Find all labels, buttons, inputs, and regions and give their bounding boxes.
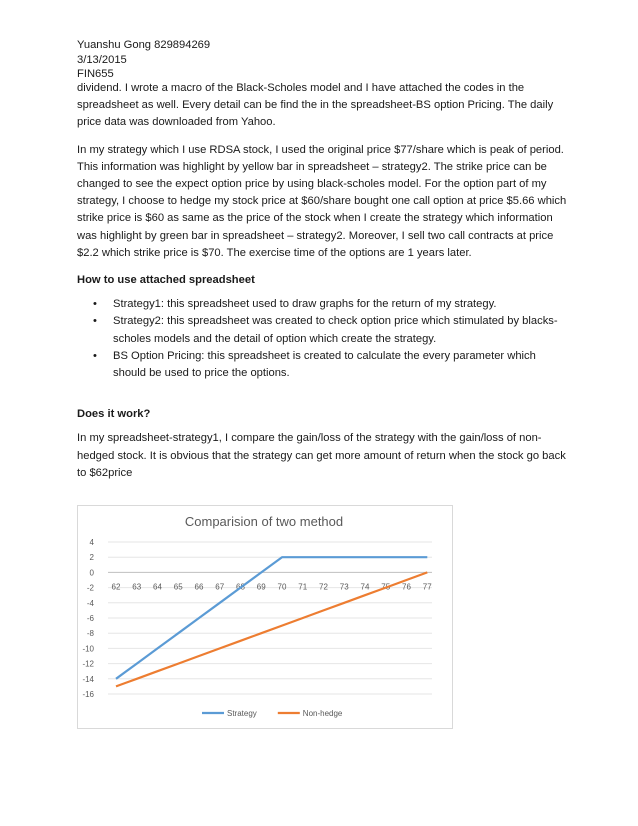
- y-tick-label: 2: [89, 553, 94, 563]
- bullet-bs-option-pricing: • BS Option Pricing: this spreadsheet is created to calculate the every parameter which should be used to price the options.: [77, 348, 567, 382]
- x-tick-label: 68: [236, 582, 245, 592]
- x-tick-label: 75: [381, 582, 391, 592]
- series-line-non-hedge: [116, 572, 427, 686]
- paragraph-does-it-work: In my spreadsheet-strategy1, I compare the gain/loss of the strategy with the gain/loss of non-hedged stock. It is obvious that the strategy can get more amount of return when the stock go back to $62price: [77, 432, 566, 479]
- course-code: FIN655: [77, 68, 114, 81]
- legend-label: Non-hedge: [302, 709, 343, 718]
- chart-legend: [202, 709, 343, 718]
- x-tick-label: 77: [422, 582, 432, 592]
- comparison-chart: [77, 505, 453, 729]
- spreadsheet-bullet-list: [77, 296, 567, 382]
- x-tick-label: 73: [339, 582, 349, 592]
- x-tick-label: 69: [256, 582, 266, 592]
- chart-canvas: [78, 506, 452, 728]
- bullet-strategy1: • Strategy1: this spreadsheet used to draw graphs for the return of my strategy.: [77, 296, 567, 313]
- x-tick-label: 65: [173, 582, 183, 592]
- author-name-id: Yuanshu Gong 829894269: [77, 39, 211, 51]
- legend-item-non-hedge: [278, 709, 343, 718]
- legend-label: Strategy: [227, 709, 257, 718]
- heading-does-it-work: Does it work?: [77, 408, 151, 421]
- y-tick-label: -6: [86, 614, 94, 623]
- legend-item-strategy: [202, 709, 257, 718]
- y-tick-label: -12: [82, 659, 94, 669]
- x-tick-label: 72: [319, 582, 328, 592]
- x-tick-label: 62: [111, 582, 121, 592]
- x-tick-label: 70: [277, 582, 287, 592]
- y-tick-label: -2: [86, 583, 94, 593]
- chart-title: Comparision of two method: [184, 514, 344, 529]
- bullet-strategy2: • Strategy2: this spreadsheet was created to check option price which stimulated by blacks-scholes models and the detail of option which create the strategy.: [77, 313, 567, 347]
- x-tick-label: 71: [298, 582, 308, 592]
- heading-how-to-use: How to use attached spreadsheet: [77, 274, 255, 287]
- y-tick-label: -8: [86, 629, 94, 639]
- y-tick-label: 0: [89, 568, 94, 578]
- y-tick-label: -10: [82, 644, 94, 654]
- paragraph-strategy: In my strategy which I use RDSA stock, I used the original price $77/share which is peak of period. This information was highlight by yellow bar in spreadsheet – strategy2. The strike price can be changed to see the expect option price by using black-scholes model. For the option part of my strategy, I choose to hedge my stock price at $60/share bought one call option at price $5.66 which strike price is $60 as same as the price of the stock when I create the strategy which information was highlight by green bar in spreadsheet – strategy2. Moreover, I sell two call contracts at price $2.2 which strike price is $70. The exercise time of the options are 1 years later.: [77, 143, 567, 259]
- document-date: 3/13/2015: [77, 53, 127, 66]
- x-tick-label: 76: [402, 582, 411, 592]
- x-tick-label: 67: [215, 582, 225, 592]
- document-header: [77, 38, 210, 82]
- x-tick-label: 64: [153, 582, 162, 592]
- y-tick-label: -16: [82, 690, 94, 699]
- y-tick-label: -14: [82, 674, 94, 684]
- chart-x-axis: [112, 582, 433, 591]
- y-tick-label: 4: [89, 538, 94, 547]
- chart-series: [116, 557, 427, 686]
- y-tick-label: -4: [86, 598, 94, 608]
- chart-y-axis: [82, 538, 94, 699]
- x-tick-label: 63: [132, 582, 142, 592]
- paragraph-intro: dividend. I wrote a macro of the Black-Scholes model and I have attached the codes in the spreadsheet as well. Every detail can be find the in the spreadsheet-BS option Pricing. The daily price data was downloaded from Yahoo.: [77, 82, 554, 129]
- x-tick-label: 74: [360, 582, 370, 592]
- document-body: [77, 80, 567, 492]
- x-tick-label: 66: [194, 582, 204, 592]
